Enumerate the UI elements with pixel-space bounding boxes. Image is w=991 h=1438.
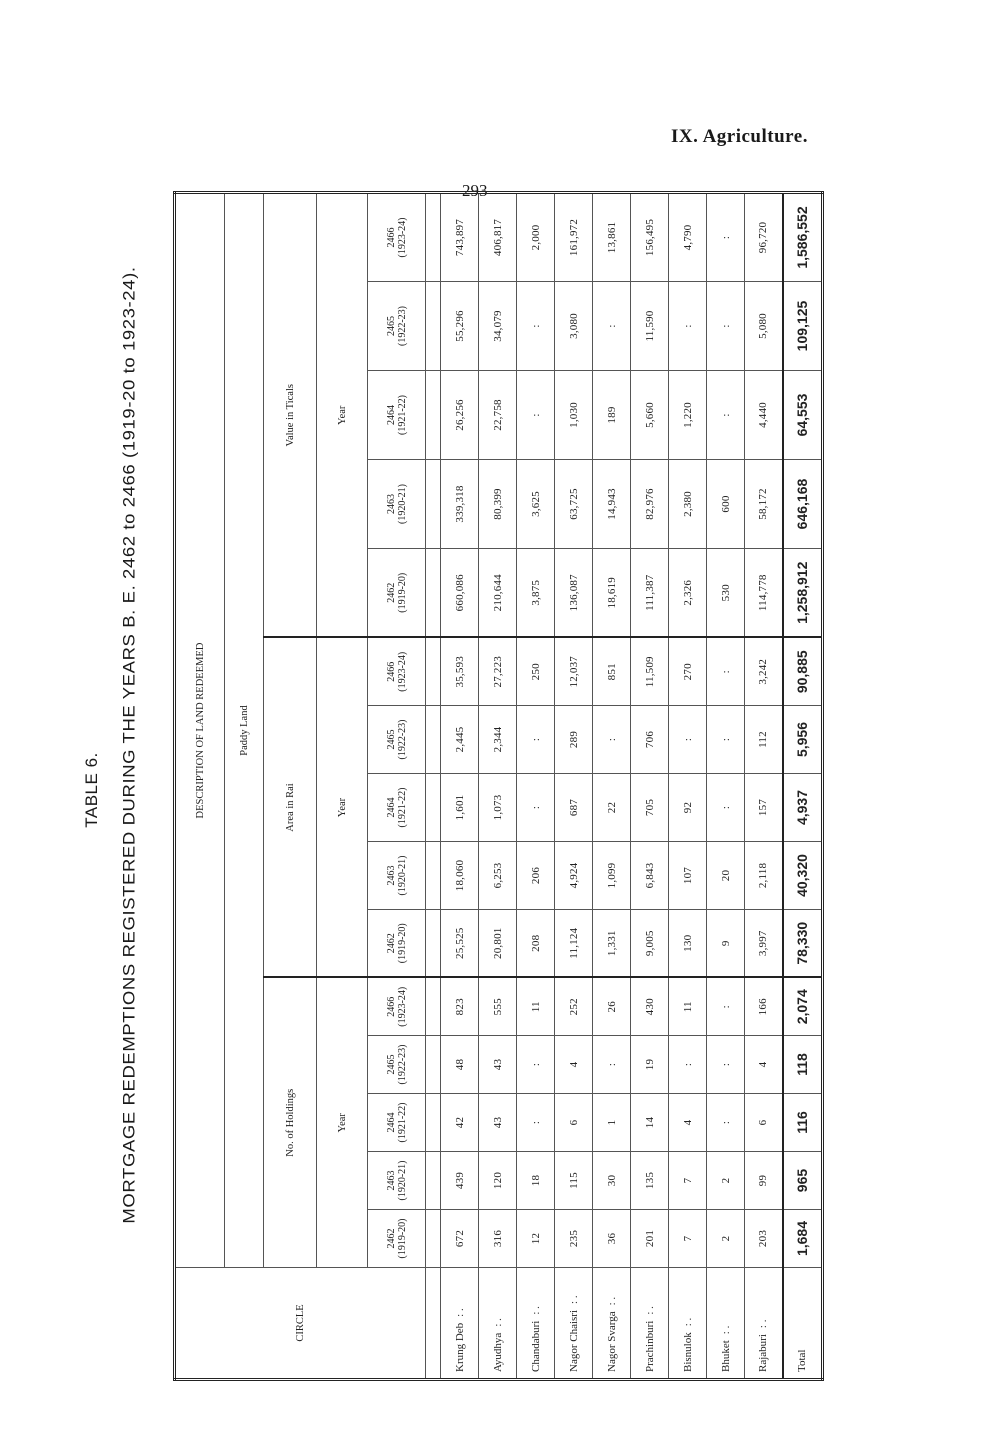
value-value: 2,000 <box>517 193 555 282</box>
circle-name: Prachinburi <box>643 1320 656 1372</box>
holdings-value: 43 <box>479 1036 517 1094</box>
spacer-row <box>426 193 441 1380</box>
year-header: 2464 (1921-22) <box>368 774 426 842</box>
total-area-value: 5,956 <box>783 706 823 774</box>
area-value: : <box>517 706 555 774</box>
area-value: : <box>707 774 745 842</box>
holdings-value: : <box>669 1036 707 1094</box>
area-value: 107 <box>669 842 707 910</box>
value-value: 2,380 <box>669 460 707 549</box>
holdings-value: 2 <box>707 1210 745 1268</box>
leader-dots: : . <box>681 1317 694 1327</box>
value-value: : <box>517 282 555 371</box>
holdings-value: 11 <box>669 978 707 1036</box>
holdings-value: 823 <box>441 978 479 1036</box>
holdings-value: 30 <box>593 1152 631 1210</box>
holdings-value: 203 <box>745 1210 783 1268</box>
circle-cell <box>669 1268 707 1380</box>
table-row <box>707 193 745 1380</box>
value-value: 3,080 <box>555 282 593 371</box>
value-value: : <box>593 282 631 371</box>
area-value: : <box>517 774 555 842</box>
area-value: 1,601 <box>441 774 479 842</box>
holdings-value: 4 <box>555 1036 593 1094</box>
area-value: 112 <box>745 706 783 774</box>
circle-name: Krung Deb <box>453 1322 466 1372</box>
area-value: : <box>707 638 745 706</box>
value-value: 406,817 <box>479 193 517 282</box>
holdings-value: 166 <box>745 978 783 1036</box>
holdings-value: 26 <box>593 978 631 1036</box>
circle-name: Bisnulok <box>681 1332 694 1372</box>
value-value: 600 <box>707 460 745 549</box>
circle-cell <box>631 1268 669 1380</box>
holdings-value: : <box>517 1094 555 1152</box>
value-value: 111,387 <box>631 549 669 638</box>
table-row <box>517 193 555 1380</box>
holdings-value: 135 <box>631 1152 669 1210</box>
table-row <box>555 193 593 1380</box>
circle-cell <box>479 1268 517 1380</box>
description-header: DESCRIPTION OF LAND REDEEMED <box>175 193 225 1268</box>
holdings-value: 18 <box>517 1152 555 1210</box>
holdings-value: 6 <box>555 1094 593 1152</box>
table-body <box>426 193 823 1380</box>
circle-cell <box>707 1268 745 1380</box>
area-value: 11,509 <box>631 638 669 706</box>
area-value: 270 <box>669 638 707 706</box>
year-header: 2464 (1921-22) <box>368 371 426 460</box>
table-row <box>745 193 783 1380</box>
area-value: : <box>707 706 745 774</box>
area-value: 22 <box>593 774 631 842</box>
value-value: : <box>517 371 555 460</box>
value-value: 58,172 <box>745 460 783 549</box>
circle-name: Bhuket <box>719 1340 732 1372</box>
holdings-value: : <box>707 1094 745 1152</box>
holdings-value: 555 <box>479 978 517 1036</box>
total-value-value: 646,168 <box>783 460 823 549</box>
area-value: 3,242 <box>745 638 783 706</box>
circle-cell <box>555 1268 593 1380</box>
leader-dots: : . <box>491 1318 504 1327</box>
value-value: 3,625 <box>517 460 555 549</box>
circle-header: CIRCLE <box>175 1268 426 1380</box>
area-value: 11,124 <box>555 910 593 978</box>
year-header: 2465 (1922-23) <box>368 282 426 371</box>
area-value: 20,801 <box>479 910 517 978</box>
area-value: 2,344 <box>479 706 517 774</box>
holdings-value: 43 <box>479 1094 517 1152</box>
circle-cell <box>517 1268 555 1380</box>
value-value: 11,590 <box>631 282 669 371</box>
value-value: : <box>707 193 745 282</box>
total-value-value: 1,586,552 <box>783 193 823 282</box>
area-value: 206 <box>517 842 555 910</box>
area-value: 705 <box>631 774 669 842</box>
value-value: 156,495 <box>631 193 669 282</box>
area-value: 3,997 <box>745 910 783 978</box>
holdings-value: 201 <box>631 1210 669 1268</box>
holdings-value: 12 <box>517 1210 555 1268</box>
area-value: 6,253 <box>479 842 517 910</box>
circle-name: Ayudhya <box>491 1332 504 1372</box>
area-value: 12,037 <box>555 638 593 706</box>
year-header: 2462 (1919-20) <box>368 549 426 638</box>
year-header: 2465 (1922-23) <box>368 706 426 774</box>
year-header: 2463 (1920-21) <box>368 1152 426 1210</box>
area-value: 1,331 <box>593 910 631 978</box>
table-container <box>173 206 821 1381</box>
table-number: TABLE 6. <box>82 752 101 828</box>
year-header: 2466 (1923-24) <box>368 978 426 1036</box>
value-value: 34,079 <box>479 282 517 371</box>
value-value: 5,080 <box>745 282 783 371</box>
holdings-value: : <box>707 978 745 1036</box>
leader-dots: : . <box>453 1308 466 1317</box>
total-value-value: 64,553 <box>783 371 823 460</box>
year-header: 2463 (1920-21) <box>368 842 426 910</box>
holdings-value: : <box>593 1036 631 1094</box>
year-header: 2462 (1919-20) <box>368 910 426 978</box>
area-value: 851 <box>593 638 631 706</box>
value-value: 114,778 <box>745 549 783 638</box>
value-value: 189 <box>593 371 631 460</box>
value-value: 1,030 <box>555 371 593 460</box>
value-value: 14,943 <box>593 460 631 549</box>
total-value-value: 109,125 <box>783 282 823 371</box>
holdings-value: 36 <box>593 1210 631 1268</box>
holdings-value: 48 <box>441 1036 479 1094</box>
leader-dots: : . <box>643 1306 656 1315</box>
circle-name: Nagor Chaisri <box>567 1309 580 1372</box>
total-row <box>783 193 823 1380</box>
total-area-value: 90,885 <box>783 638 823 706</box>
circle-name: Chandaburi <box>529 1320 542 1372</box>
total-holdings-value: 2,074 <box>783 978 823 1036</box>
holdings-year-label: Year <box>317 978 368 1268</box>
holdings-value: 672 <box>441 1210 479 1268</box>
table-row <box>631 193 669 1380</box>
total-holdings-value: 1,684 <box>783 1210 823 1268</box>
leader-dots: : . <box>567 1295 580 1304</box>
holdings-value: 4 <box>745 1036 783 1094</box>
holdings-value: 42 <box>441 1094 479 1152</box>
value-value: 210,644 <box>479 549 517 638</box>
total-label-text: Total <box>796 1349 809 1372</box>
value-value: 161,972 <box>555 193 593 282</box>
area-value: 687 <box>555 774 593 842</box>
area-value: 157 <box>745 774 783 842</box>
area-value: : <box>593 706 631 774</box>
area-value: 20 <box>707 842 745 910</box>
value-value: 530 <box>707 549 745 638</box>
circle-cell <box>441 1268 479 1380</box>
area-value: 250 <box>517 638 555 706</box>
area-value: 6,843 <box>631 842 669 910</box>
leader-dots: : . <box>757 1319 770 1329</box>
paddy-land-header: Paddy Land <box>225 193 264 1268</box>
year-header: 2462 (1919-20) <box>368 1210 426 1268</box>
total-area-value: 4,937 <box>783 774 823 842</box>
value-value: 22,758 <box>479 371 517 460</box>
area-value: 35,593 <box>441 638 479 706</box>
holdings-header: No. of Holdings <box>264 978 317 1268</box>
holdings-value: : <box>517 1036 555 1094</box>
value-year-label: Year <box>317 193 368 638</box>
area-value: 4,924 <box>555 842 593 910</box>
value-value: : <box>669 282 707 371</box>
area-value: 9 <box>707 910 745 978</box>
area-value: 27,223 <box>479 638 517 706</box>
leader-dots: : . <box>529 1306 542 1315</box>
holdings-value: 2 <box>707 1152 745 1210</box>
holdings-value: 1 <box>593 1094 631 1152</box>
holdings-value: 7 <box>669 1210 707 1268</box>
area-value: 2,118 <box>745 842 783 910</box>
circle-name: Rajaburi <box>757 1334 770 1372</box>
holdings-value: 439 <box>441 1152 479 1210</box>
table-row <box>669 193 707 1380</box>
area-value: 1,073 <box>479 774 517 842</box>
value-value: 26,256 <box>441 371 479 460</box>
value-value: 63,725 <box>555 460 593 549</box>
value-value: 80,399 <box>479 460 517 549</box>
area-header: Area in Rai <box>264 638 317 978</box>
value-value: 13,861 <box>593 193 631 282</box>
table-row <box>479 193 517 1380</box>
circle-cell <box>593 1268 631 1380</box>
value-value: 3,875 <box>517 549 555 638</box>
holdings-value: 4 <box>669 1094 707 1152</box>
area-year-label: Year <box>317 638 368 978</box>
value-value: 55,296 <box>441 282 479 371</box>
value-header: Value in Ticals <box>264 193 317 638</box>
holdings-value: 6 <box>745 1094 783 1152</box>
holdings-value: 11 <box>517 978 555 1036</box>
section-title: IX. Agriculture. <box>671 126 808 147</box>
leader-dots: : . <box>719 1325 732 1335</box>
year-header: 2466 (1923-24) <box>368 638 426 706</box>
area-value: 1,099 <box>593 842 631 910</box>
value-value: 82,976 <box>631 460 669 549</box>
holdings-value: 252 <box>555 978 593 1036</box>
area-value: : <box>669 706 707 774</box>
total-area-value: 78,330 <box>783 910 823 978</box>
year-header-row <box>368 193 426 1380</box>
value-value: 339,318 <box>441 460 479 549</box>
value-value: 5,660 <box>631 371 669 460</box>
value-value: 2,326 <box>669 549 707 638</box>
year-header: 2466 (1923-24) <box>368 193 426 282</box>
total-value-value: 1,258,912 <box>783 549 823 638</box>
area-value: 92 <box>669 774 707 842</box>
area-value: 25,525 <box>441 910 479 978</box>
circle-cell <box>745 1268 783 1380</box>
holdings-value: 14 <box>631 1094 669 1152</box>
area-value: 208 <box>517 910 555 978</box>
holdings-value: 235 <box>555 1210 593 1268</box>
year-header: 2463 (1920-21) <box>368 460 426 549</box>
total-holdings-value: 116 <box>783 1094 823 1152</box>
area-value: 706 <box>631 706 669 774</box>
table-row <box>441 193 479 1380</box>
value-value: 18,619 <box>593 549 631 638</box>
holdings-value: 99 <box>745 1152 783 1210</box>
value-value: 4,440 <box>745 371 783 460</box>
holdings-value: 316 <box>479 1210 517 1268</box>
total-area-value: 40,320 <box>783 842 823 910</box>
value-value: : <box>707 371 745 460</box>
area-value: 289 <box>555 706 593 774</box>
table-row <box>593 193 631 1380</box>
holdings-value: 430 <box>631 978 669 1036</box>
holdings-value: 115 <box>555 1152 593 1210</box>
page-number: 293 <box>462 181 488 200</box>
holdings-value: 19 <box>631 1036 669 1094</box>
area-value: 18,060 <box>441 842 479 910</box>
area-value: 9,005 <box>631 910 669 978</box>
value-value: 4,790 <box>669 193 707 282</box>
year-header: 2465 (1922-23) <box>368 1036 426 1094</box>
value-value: 743,897 <box>441 193 479 282</box>
table-title: MORTGAGE REDEMPTIONS REGISTERED DURING THE YEARS B. E. 2462 to 2466 (1919-20 to 1923-24). <box>118 266 139 1224</box>
value-value: 1,220 <box>669 371 707 460</box>
circle-name: Nagor Svarga <box>605 1311 618 1372</box>
year-header: 2464 (1921-22) <box>368 1094 426 1152</box>
total-holdings-value: 118 <box>783 1036 823 1094</box>
total-label <box>783 1268 823 1380</box>
value-value: : <box>707 282 745 371</box>
holdings-value: 7 <box>669 1152 707 1210</box>
total-holdings-value: 965 <box>783 1152 823 1210</box>
mortgage-redemptions-table <box>173 191 824 1381</box>
leader-dots: : . <box>605 1296 618 1306</box>
value-value: 660,086 <box>441 549 479 638</box>
holdings-value: : <box>707 1036 745 1094</box>
area-value: 130 <box>669 910 707 978</box>
value-value: 96,720 <box>745 193 783 282</box>
value-value: 136,087 <box>555 549 593 638</box>
area-value: 2,445 <box>441 706 479 774</box>
holdings-value: 120 <box>479 1152 517 1210</box>
